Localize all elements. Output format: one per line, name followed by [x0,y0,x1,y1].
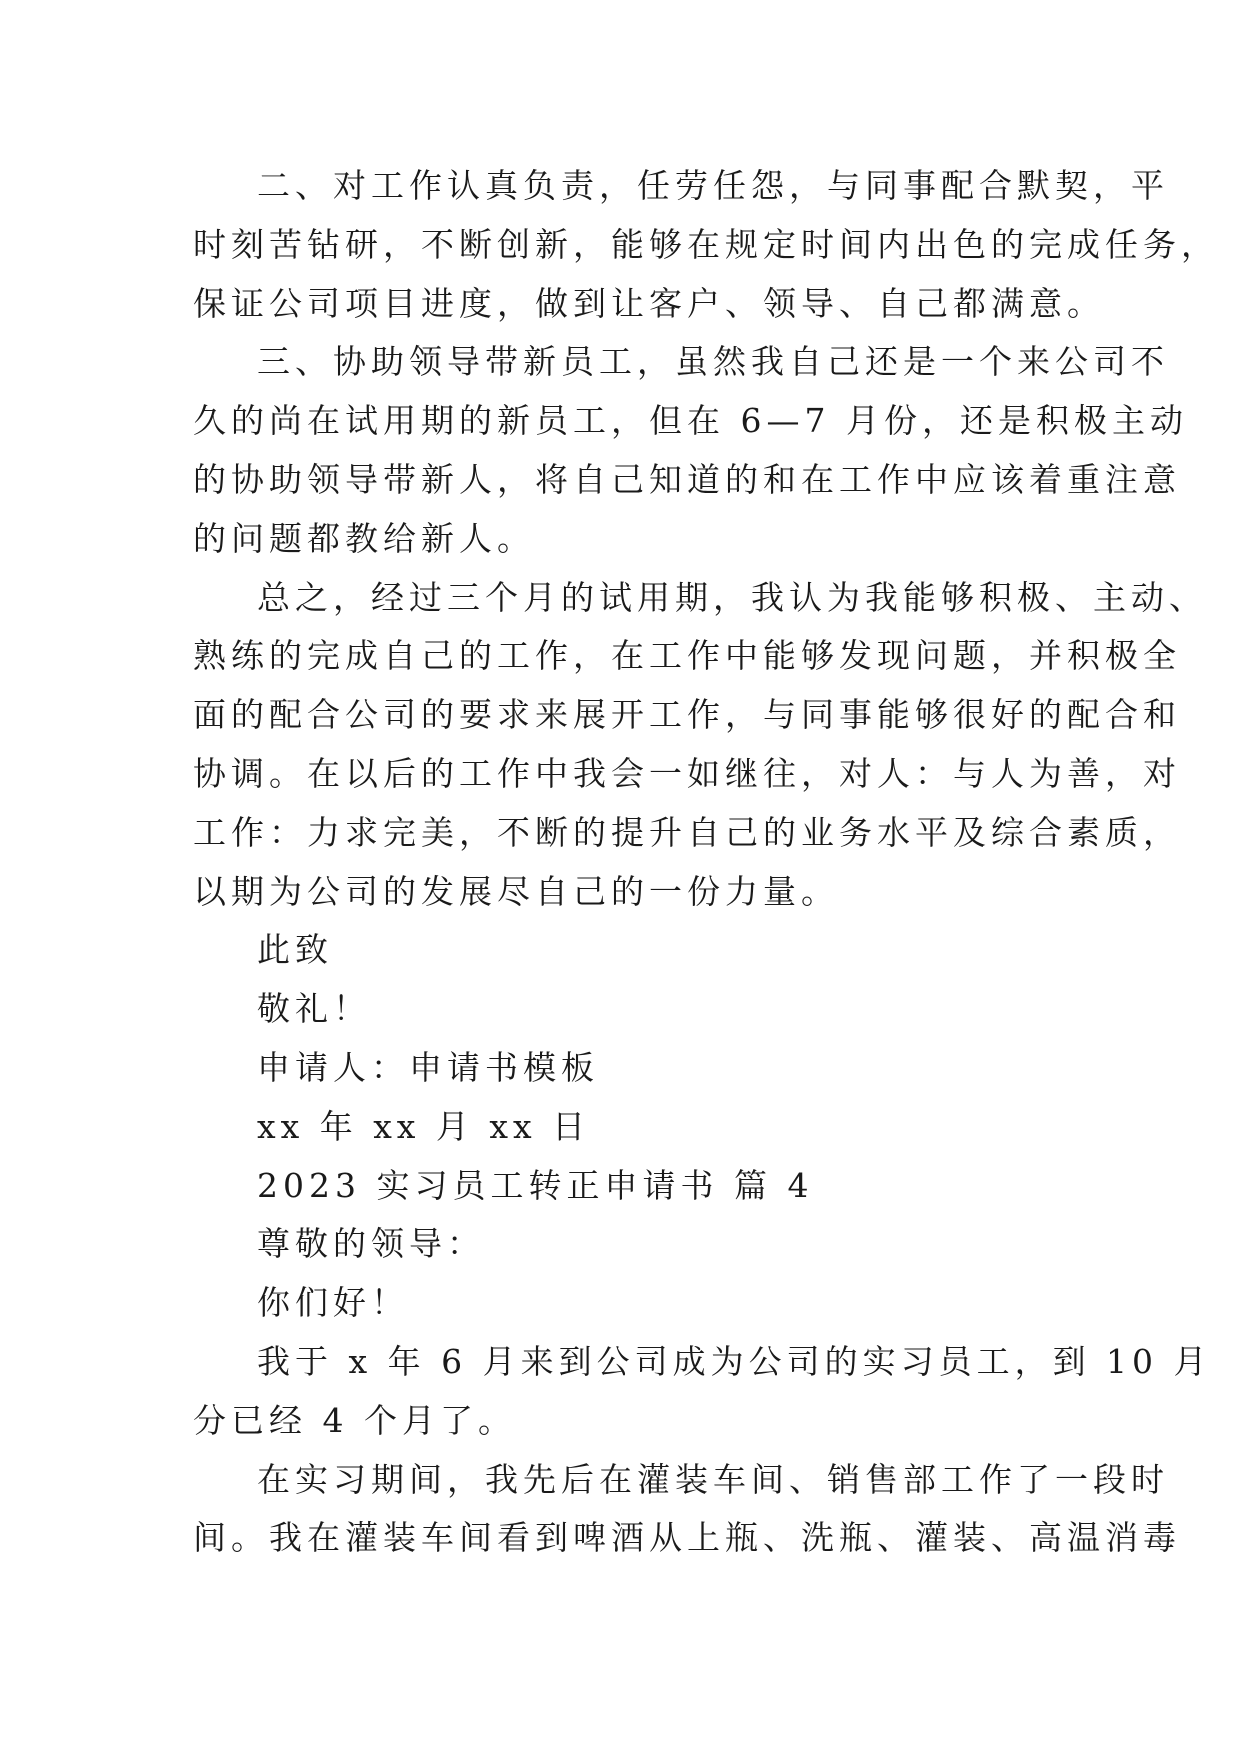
paragraph-line: 保证公司项目进度，做到让客户、领导、自己都满意。 [193,283,1105,323]
closing-salutation: 此致 [257,930,333,970]
paragraph-line: 熟练的完成自己的工作，在工作中能够发现问题，并积极全 [193,636,1181,676]
greeting: 你们好！ [257,1283,409,1323]
paragraph-line: 三、协助领导带新员工，虽然我自己还是一个来公司不 [257,342,1169,382]
paragraph-line: 的问题都教给新人。 [193,518,535,558]
date-line: xx 年 xx 月 xx 日 [257,1106,591,1146]
greeting-recipient: 尊敬的领导： [257,1224,485,1264]
paragraph-line: 以期为公司的发展尽自己的一份力量。 [193,871,839,911]
applicant-line: 申请人：申请书模板 [257,1047,599,1087]
section-heading: 2023 实习员工转正申请书 篇 4 [257,1165,814,1205]
paragraph-line: 在实习期间，我先后在灌装车间、销售部工作了一段时 [257,1459,1169,1499]
paragraph-line: 工作：力求完美，不断的提升自己的业务水平及综合素质， [193,812,1181,852]
paragraph-line: 我于 x 年 6 月来到公司成为公司的实习员工，到 10 月 [257,1341,1212,1381]
paragraph-line: 二、对工作认真负责，任劳任怨，与同事配合默契，平 [257,166,1169,205]
document-body [193,157,1219,1568]
paragraph-line: 协调。在以后的工作中我会一如继往，对人：与人为善，对 [193,753,1181,793]
paragraph-line: 面的配合公司的要求来展开工作，与同事能够很好的配合和 [193,695,1181,735]
paragraph-line: 久的尚在试用期的新员工，但在 6—7 月份，还是积极主动 [193,401,1188,441]
closing-regards: 敬礼！ [257,989,371,1029]
paragraph-line: 时刻苦钻研，不断创新，能够在规定时间内出色的完成任务， [193,224,1219,264]
paragraph-line: 的协助领导带新人，将自己知道的和在工作中应该着重注意 [193,459,1181,499]
paragraph-line: 总之，经过三个月的试用期，我认为我能够积极、主动、 [257,577,1207,617]
paragraph-line: 分已经 4 个月了。 [193,1400,516,1440]
paragraph-line: 间。我在灌装车间看到啤酒从上瓶、洗瓶、灌装、高温消毒 [193,1518,1181,1558]
